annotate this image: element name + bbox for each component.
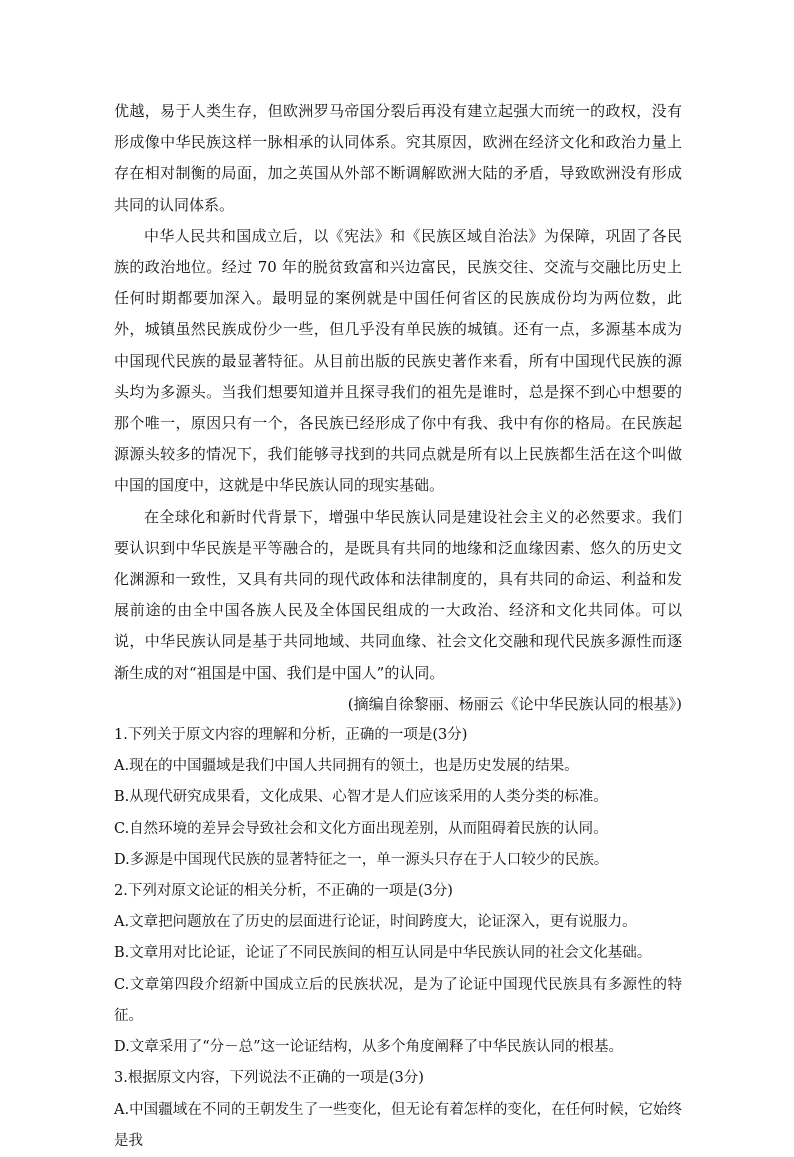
question-1: [114, 720, 682, 876]
question-stem: 1.下列关于原文内容的理解和分析，正确的一项是(3分): [114, 727, 468, 744]
option-b: B.从现代研究成果看，文化成果、心智才是人们应该采用的人类分类的标准。: [114, 789, 608, 806]
article-paragraph-3: 在全球化和新时代背景下，增强中华民族认同是建设社会主义的必然要求。我们要认识到中华民族是平等融合的，是既具有共同的地缘和泛血缘因素、悠久的历史文化渊源和一致性，又具有共同的现代政体和法律制度的，具有共同的命运、利益和发展前途的由全中国各族人民及全体国民组成的一大政治、经济和文化共同体。可以说，中华民族认同是基于共同地域、共同血缘、社会文化交融和现代民族多源性而逐渐生成的对“祖国是中国、我们是中国人”的认同。: [114, 507, 682, 682]
option-a: A.中国疆域在不同的王朝发生了一些变化，但无论有着怎样的变化，在任何时候，它始终是我: [114, 1101, 682, 1149]
question-2: [114, 876, 682, 1063]
article-source: (摘编自徐黎丽、杨丽云《论中华民族认同的根基》): [347, 694, 682, 713]
option-d: D.文章采用了“分－总”这一论证结构，从多个角度阐释了中华民族认同的根基。: [114, 1039, 624, 1056]
option-a: A.文章把问题放在了历史的层面进行论证，时间跨度大，论证深入，更有说服力。: [114, 914, 637, 931]
question-3: [114, 1063, 682, 1157]
option-c: C.文章第四段介绍新中国成立后的民族状况，是为了论证中国现代民族具有多源性的特征。: [114, 976, 682, 1024]
option-b: B.文章用对比论证，论证了不同民族间的相互认同是中华民族认同的社会文化基础。: [114, 945, 652, 962]
question-stem: 2.下列对原文论证的相关分析，不正确的一项是(3分): [114, 883, 453, 900]
page-content: [114, 96, 682, 1157]
question-stem: 3.根据原文内容，下列说法不正确的一项是(3分): [114, 1070, 424, 1087]
option-a: A.现在的中国疆域是我们中国人共同拥有的领土，也是历史发展的结果。: [114, 758, 579, 775]
option-c: C.自然环境的差异会导致社会和文化方面出现差别，从而阻碍着民族的认同。: [114, 820, 608, 837]
article-paragraph-1: 优越，易于人类生存，但欧洲罗马帝国分裂后再没有建立起强大而统一的政权，没有形成像中华民族这样一脉相承的认同体系。究其原因，欧洲在经济文化和政治力量上存在相对制衡的局面，加之英国从外部不断调解欧洲大陆的矛盾，导致欧洲没有形成共同的认同体系。: [114, 102, 682, 214]
option-d: D.多源是中国现代民族的显著特征之一，单一源头只存在于人口较少的民族。: [114, 851, 609, 868]
article-paragraph-2: 中华人民共和国成立后，以《宪法》和《民族区域自治法》为保障，巩固了各民族的政治地位。经过 70 年的脱贫致富和兴边富民，民族交往、交流与交融比历史上任何时期都要加深入。最明显的案例就是中国任何省区的民族成份均为两位数，此外，城镇虽然民族成份少一些，但几乎没有单民族的城镇。还有一点，多源基本成为中国现代民族的最显著特征。从目前出版的民族史著作来看，所有中国现代民族的源头均为多源头。当我们想要知道并且探寻我们的祖先是谁时，总是探不到心中想要的那个唯一，原因只有一个，各民族已经形成了你中有我、我中有你的格局。在民族起源源头较多的情况下，我们能够寻找到的共同点就是所有以上民族都生活在这个叫做中国的国度中，这就是中华民族认同的现实基础。: [114, 226, 682, 495]
